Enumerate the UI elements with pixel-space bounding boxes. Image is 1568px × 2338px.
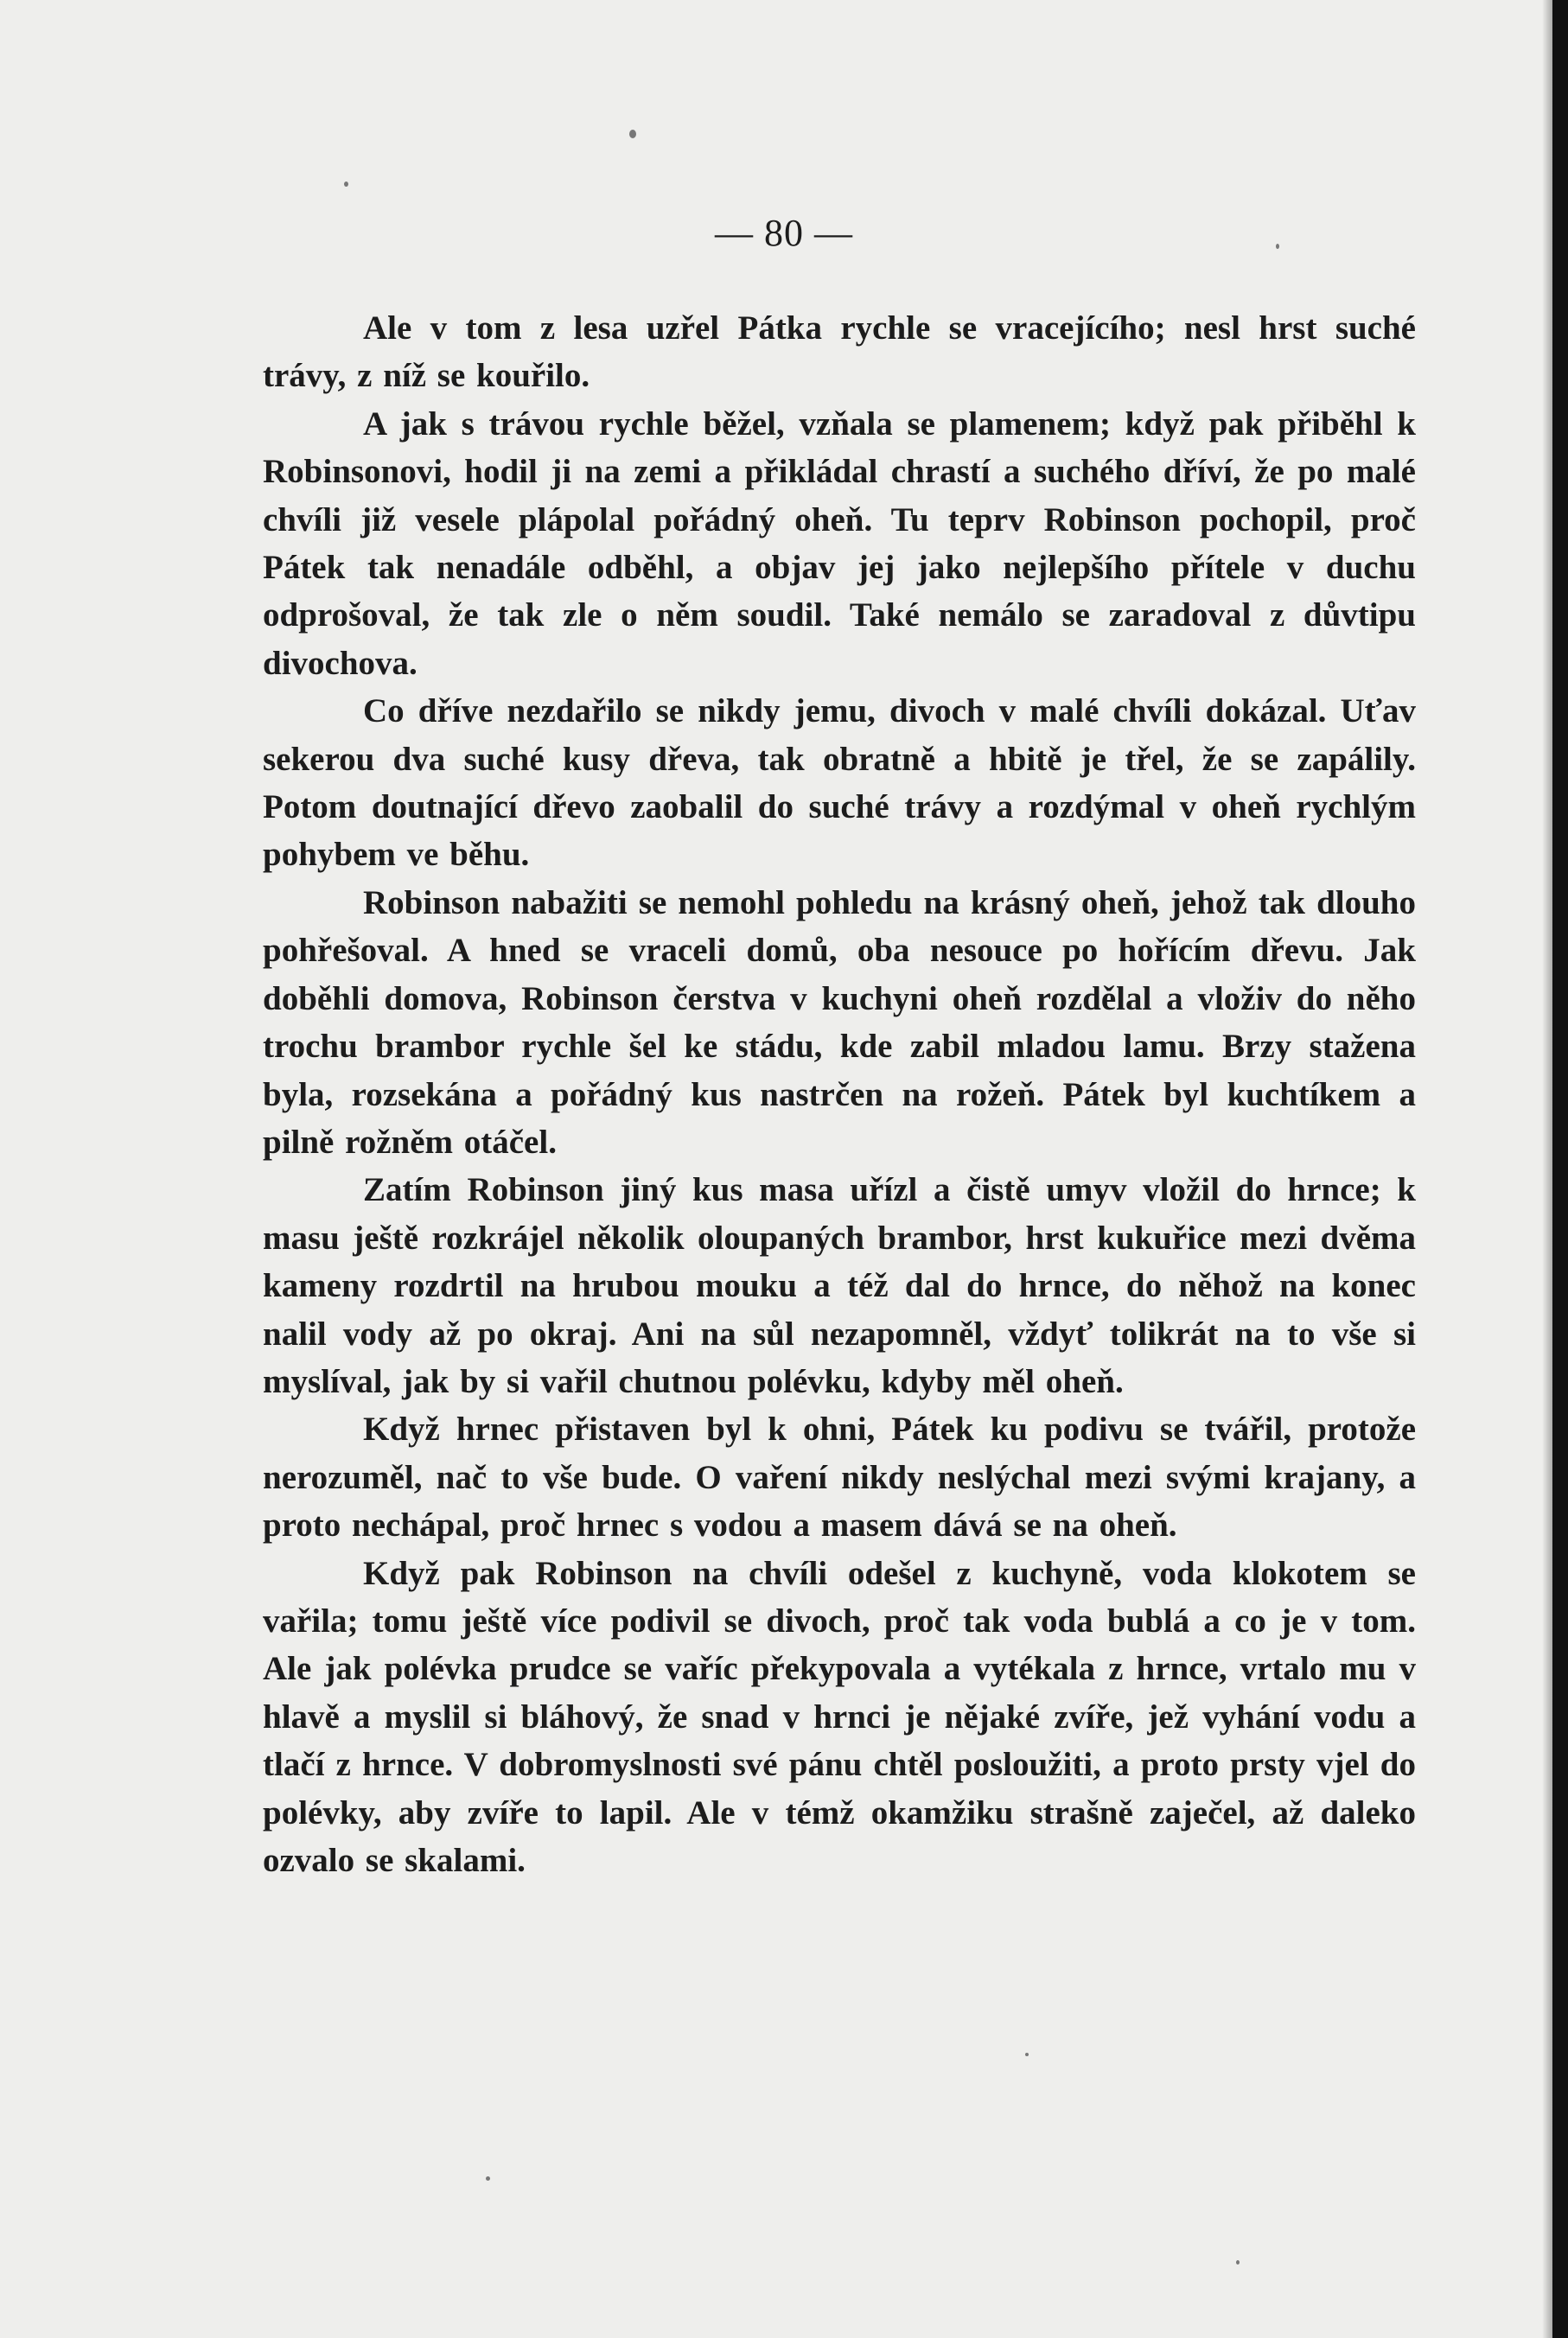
scan-speck [1236,2260,1240,2265]
paragraph: A jak s trávou rychle běžel, vzňala se plamenem; když pak přiběhl k Robinsonovi, hodil ji na zemi a přikládal chrastí a suchého dříví, že po malé chvíli již vesele plápolal pořádný oheň. Tu teprv Robinson pochopil, proč Pátek tak nenadále odběhl, a objav jej jako nejlepšího přítele v duchu odprošoval, že tak zle o něm soudil. Také nemálo se zaradoval z důvtipu divochova. [263,405,1416,682]
scan-speck [1025,2053,1029,2056]
paragraph: Robinson nabažiti se nemohl pohledu na krásný oheň, jehož tak dlouho pohřešoval. A hned se vraceli domů, oba nesouce po hořícím dřevu. Jak doběhli domova, Robinson čerstva v kuchyni oheň rozdělal a vloživ do něho trochu brambor rychle šel ke stádu, kde zabil mladou lamu. Brzy stažena byla, rozsekána a pořádný kus nastrčen na rožeň. Pátek byl kuchtíkem a pilně rožněm otáčel. [263,883,1416,1161]
paragraph: Když hrnec přistaven byl k ohni, Pátek ku podivu se tvářil, protože nerozuměl, nač to vše bude. O vaření nikdy neslýchal mezi svými krajany, a proto nechápal, proč hrnec s vodou a masem dává se na oheň. [263,1411,1416,1545]
scan-border [1552,0,1568,2338]
body-text [263,304,1416,2076]
scan-speck [344,182,348,187]
scan-speck [1276,244,1279,249]
paragraph: Ale v tom z lesa uzřel Pátka rychle se vracejícího; nesl hrst suché trávy, z níž se kouřilo. [263,309,1416,395]
paragraph: Zatím Robinson jiný kus masa uřízl a čistě umyv vložil do hrnce; k masu ještě rozkrájel několik oloupaných brambor, hrst kukuřice mezi dvěma kameny rozdrtil na hrubou mouku a též dal do hrnce, do něhož na konec nalil vody až po okraj. Ani na sůl nezapomněl, vždyť tolikrát na to vše si myslíval, jak by si vařil chutnou polévku, kdyby měl oheň. [263,1171,1416,1400]
scan-speck [486,2176,490,2181]
page-number: — 80 — [715,212,853,254]
page-edge-shadow [1542,0,1552,2338]
paragraph: Co dříve nezdařilo se nikdy jemu, divoch v malé chvíli dokázal. Uťav sekerou dva suché kusy dřeva, tak obratně a hbitě je třel, že se zapálily. Potom doutnající dřevo zaobalil do suché trávy a rozdýmal v oheň rychlým pohybem ve běhu. [263,692,1416,874]
paragraph: Když pak Robinson na chvíli odešel z kuchyně, voda klokotem se vařila; tomu ještě více podivil se divoch, proč tak voda bublá a co je v tom. Ale jak polévka prudce se vaříc překypovala a vytékala z hrnce, vrtalo mu v hlavě a myslil si bláhový, že snad v hrnci je nějaké zvíře, jež vyhání vodu a tlačí z hrnce. V dobromyslnosti své pánu chtěl posloužiti, a proto prsty vjel do polévky, aby zvíře to lapil. Ale v témž okamžiku strašně zaječel, až daleko ozvalo se skalami. [263,1554,1416,1879]
scan-speck [629,130,636,138]
